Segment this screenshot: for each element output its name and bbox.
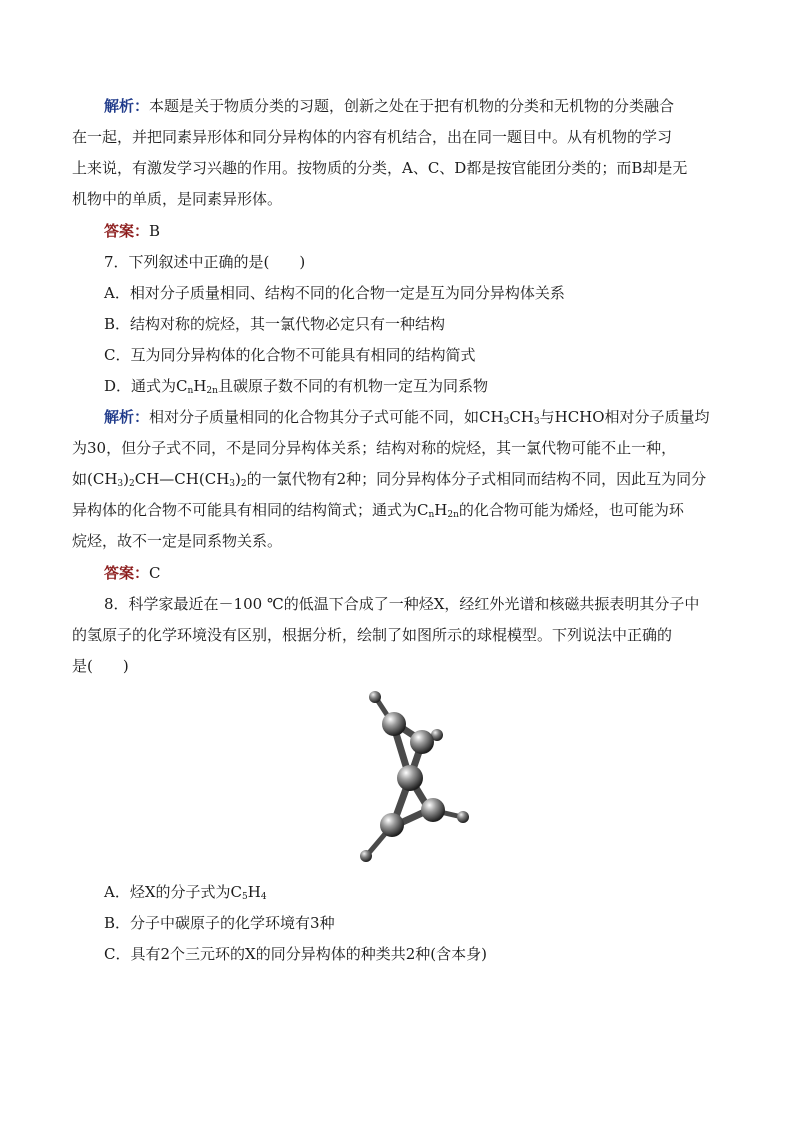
answer-label: 答案： [104, 564, 150, 582]
atoms [360, 691, 469, 862]
q7-option-d: D．通式为$C_nH_{2n}$且碳原子数不同的有机物一定互为同系物 [104, 377, 488, 396]
q8-stem-line-2: 的氢原子的化学环境没有区别，根据分析，绘制了如图所示的球棍模型。下列说法中正确的 [72, 626, 673, 644]
q7-stem: 7．下列叙述中正确的是( ) [104, 253, 306, 271]
q6-answer: 答案：B [104, 222, 161, 240]
ball-and-stick-molecule-icon [350, 686, 480, 870]
q7-analysis-line-4: 异构体的化合物不可能具有相同的结构简式；通式为$C_nH_{2n}$的化合物可能为烯烃，也可能为环 [72, 501, 684, 520]
q7-option-c: C．互为同分异构体的化合物不可能具有相同的结构简式 [104, 346, 476, 364]
q8-stem-line-1: 8．科学家最近在－100 ℃的低温下合成了一种烃X，经红外光谱和核磁共振表明其分子中 [104, 595, 700, 613]
answer-label: 答案： [104, 222, 150, 240]
q8-option-c: C．具有2个三元环的X的同分异构体的种类共2种(含本身) [104, 945, 487, 963]
q7-option-a: A．相对分子质量相同、结构不同的化合物一定是互为同分异构体关系 [104, 284, 565, 302]
q8-option-a: A．烃X的分子式为$C_5H_4$ [104, 883, 267, 902]
analysis-label: 解析： [104, 408, 150, 426]
q6-analysis-line-2: 在一起，并把同素异形体和同分异构体的内容有机结合，出在同一题目中。从有机物的学习 [72, 128, 673, 146]
analysis-label: 解析： [104, 97, 150, 115]
q7-analysis-line-1: 解析：相对分子质量相同的化合物其分子式可能不同，如$CH_3CH_3$与HCHO相对分子质量均 [104, 408, 710, 427]
q6-analysis-line-3: 上来说，有激发学习兴趣的作用。按物质的分类，A、C、D都是按官能团分类的；而B却是无 [72, 159, 688, 177]
q6-analysis-line-1: 解析：本题是关于物质分类的习题，创新之处在于把有机物的分类和无机物的分类融合 [104, 97, 675, 115]
q7-analysis-line-3: 如$(CH_3)_2CH—CH(CH_3)_2$的一氯代物有2种；同分异构体分子式相同而结构不同，因此互为同分 [72, 470, 707, 489]
q6-analysis-line-4: 机物中的单质，是同素异形体。 [72, 190, 283, 208]
q8-option-b: B．分子中碳原子的化学环境有3种 [104, 914, 335, 932]
q7-analysis-line-2: 为30，但分子式不同，不是同分异构体关系；结构对称的烷烃，其一氯代物可能不止一种， [72, 439, 677, 457]
q7-answer: 答案：C [104, 564, 161, 582]
q8-stem-line-3: 是( ) [72, 657, 129, 675]
q7-option-b: B．结构对称的烷烃，其一氯代物必定只有一种结构 [104, 315, 446, 333]
q7-analysis-line-5: 烷烃，故不一定是同系物关系。 [72, 532, 283, 550]
